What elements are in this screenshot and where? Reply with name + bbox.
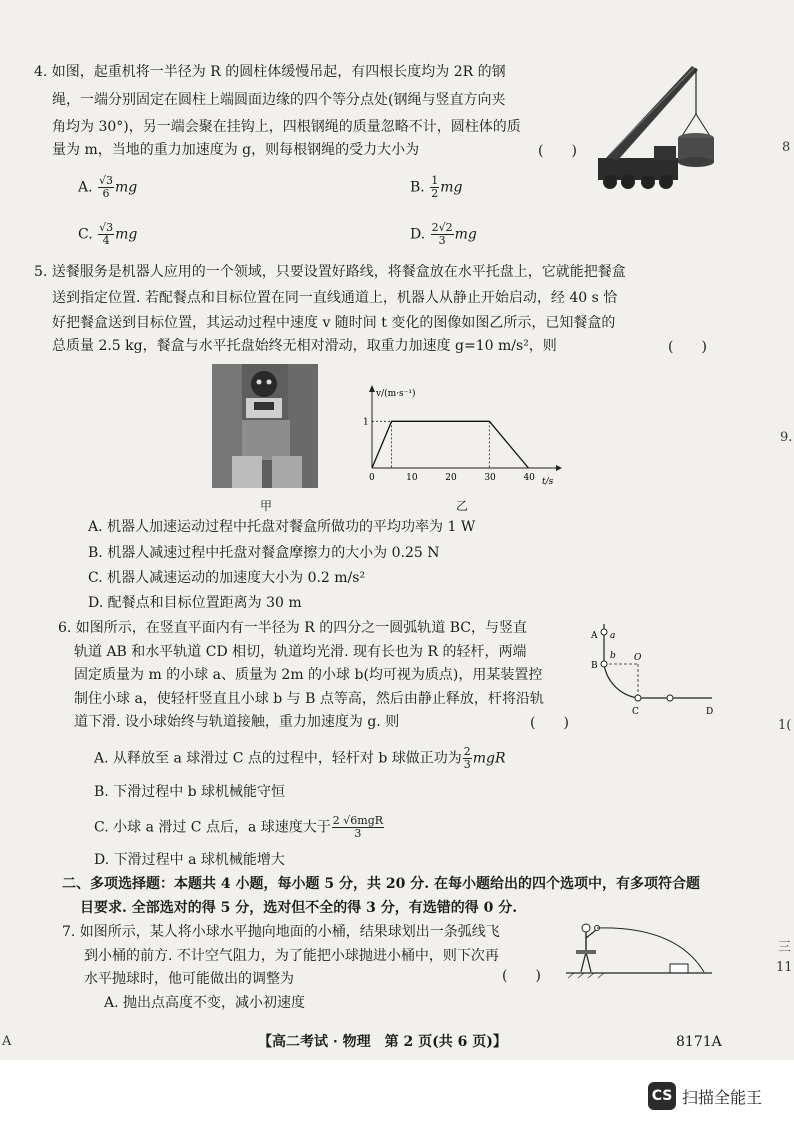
crane-figure (596, 62, 716, 192)
q6-line-5: 道下滑. 设小球始终与轨道接触，重力加速度为 g. 则 (74, 714, 400, 730)
q6-answer-paren: ( ) (530, 715, 569, 731)
margin-mark-right: 11 (776, 960, 793, 975)
velocity-time-chart (352, 380, 564, 490)
x-tick-label: 20 (445, 473, 457, 483)
q4-answer-paren: ( ) (538, 143, 577, 159)
fraction: $\frac{2}{3}$ (463, 745, 471, 771)
y-tick-label: 1 (363, 417, 369, 428)
section2-heading-line-2: 目要求. 全部选对的得 5 分，选对但不全的得 3 分，有选错的得 0 分. (80, 900, 518, 916)
track-figure (586, 618, 716, 724)
q4-option-b[interactable]: B. $\frac{1}{2}$ mg (410, 174, 463, 200)
q5-line-2: 送到指定位置. 若配餐点和目标位置在同一直线通道上，机器人从静止开始启动，经 40 s 恰 (52, 290, 618, 306)
q6-option-c[interactable]: C. 小球 a 滑过 C 点后，a 球速度大于 $\frac{\text{2 √6mgR}}{3}$ (94, 814, 384, 840)
robot-photo (212, 364, 318, 488)
q4-line-1: 4. 如图，起重机将一半径为 R 的圆柱体缓慢吊起，有四根长度均为 2R 的钢 (34, 64, 506, 80)
q6-line-4: 制住小球 a，使轻杆竖直且小球 b 与 B 点等高，然后由静止释放，杆将沿轨 (74, 691, 544, 707)
paper-code: 8171A (676, 1034, 722, 1050)
svg-text:O: O (634, 653, 642, 663)
fraction: $\frac{1}{2}$ (431, 174, 439, 200)
q5-answer-paren: ( ) (668, 339, 707, 355)
q4-line-2: 绳，一端分别固定在圆柱上端圆面边缘的四个等分点处(钢绳与竖直方向夹 (52, 92, 506, 108)
margin-mark-right: 三 (778, 940, 792, 955)
q4-line-3: 角均为 30°)，另一端会聚在挂钩上，四根钢绳的质量忽略不计，圆柱体的质 (52, 119, 521, 135)
q6-option-a[interactable]: A. 从释放至 a 球滑过 C 点的过程中，轻杆对 b 球做正功为 $\frac{2}{3}$ mgR (94, 745, 506, 771)
x-tick-label: 10 (406, 473, 418, 483)
q5-option-b[interactable]: B. 机器人减速过程中托盘对餐盒摩擦力的大小为 0.25 N (88, 545, 440, 561)
q5-fig-label-right: 乙 (456, 499, 469, 513)
q7-line-2: 到小桶的前方. 不计空气阻力，为了能把小球抛进小桶中，则下次再 (84, 948, 499, 964)
q5-line-3: 好把餐盒送到目标位置，其运动过程中速度 v 随时间 t 变化的图像如图乙所示，已知餐盒的 (52, 315, 616, 331)
q5-option-d[interactable]: D. 配餐点和目标位置距离为 30 m (88, 595, 302, 611)
q5-fig-label-left: 甲 (260, 499, 273, 513)
camscanner-brand-text: 扫描全能王 (682, 1088, 763, 1107)
q4-line-4: 量为 m，当地的重力加速度为 g，则每根钢绳的受力大小为 (52, 142, 420, 158)
q6-line-2: 轨道 AB 和水平轨道 CD 相切，轨道均光滑. 现有长也为 R 的轻杆，两端 (74, 644, 527, 660)
q6-line-1: 6. 如图所示，在竖直平面内有一半径为 R 的四分之一圆弧轨道 BC，与竖直 (58, 620, 527, 636)
x-axis-arrow (556, 465, 562, 471)
page-footer: 【高二考试 · 物理 第 2 页(共 6 页)】 (258, 1034, 507, 1050)
fraction: $\frac{\text{2 √6mgR}}{3}$ (332, 814, 384, 840)
q6-option-b[interactable]: B. 下滑过程中 b 球机械能守恒 (94, 784, 286, 800)
fraction: $\frac{√3}{4}$ (99, 221, 114, 247)
y-axis-label: v/(m·s⁻¹) (376, 389, 416, 399)
margin-mark-right: 8 (782, 140, 791, 155)
margin-mark-right: 9. (780, 430, 793, 445)
q7-line-3: 水平抛球时，他可能做出的调整为 (84, 971, 294, 987)
svg-text:A: A (591, 631, 598, 641)
x-tick-label: 0 (369, 473, 375, 483)
q5-line-1: 5. 送餐服务是机器人应用的一个领域，只要设置好路线，将餐盒放在水平托盘上，它就能把餐盒 (34, 264, 626, 280)
velocity-series-line (372, 421, 528, 468)
svg-text:b: b (610, 651, 616, 661)
x-axis-label: t/s (542, 477, 554, 487)
margin-mark-right: 1( (778, 718, 792, 733)
q6-option-d[interactable]: D. 下滑过程中 a 球机械能增大 (94, 852, 285, 868)
svg-text:C: C (632, 707, 639, 717)
q4-option-d[interactable]: D. $\frac{2√2}{3}$ mg (410, 221, 477, 247)
fraction: $\frac{2√2}{3}$ (431, 221, 453, 247)
q5-option-c[interactable]: C. 机器人减速运动的加速度大小为 0.2 m/s² (88, 570, 366, 586)
q5-option-a[interactable]: A. 机器人加速运动过程中托盘对餐盒所做功的平均功率为 1 W (88, 519, 476, 535)
q7-answer-paren: ( ) (502, 968, 541, 984)
y-axis-arrow (369, 385, 375, 392)
margin-mark-left: A (2, 1034, 12, 1049)
q7-option-a[interactable]: A. 抛出点高度不变，减小初速度 (104, 995, 306, 1011)
svg-text:B: B (591, 661, 598, 671)
section2-heading-line-1: 二、多项选择题：本题共 4 小题，每小题 5 分，共 20 分. 在每小题给出的四个选项中，有多项符合题 (62, 876, 700, 892)
fraction: $\frac{√3}{6}$ (99, 174, 114, 200)
x-tick-label: 30 (484, 473, 496, 483)
q6-line-3: 固定质量为 m 的小球 a、质量为 2m 的小球 b(均可视为质点)，用某装置控 (74, 667, 543, 683)
q4-option-c[interactable]: C. $\frac{√3}{4}$ mg (78, 221, 138, 247)
svg-text:a: a (610, 631, 616, 641)
q4-option-a[interactable]: A. $\frac{√3}{6}$ mg (78, 174, 138, 200)
x-tick-label: 40 (523, 473, 535, 483)
throwing-figure (566, 916, 712, 980)
q5-line-4: 总质量 2.5 kg，餐盒与水平托盘始终无相对滑动，取重力加速度 g=10 m/s²，则 (52, 338, 557, 354)
q7-line-1: 7. 如图所示，某人将小球水平抛向地面的小桶，结果球划出一条弧线飞 (62, 924, 500, 940)
svg-text:D: D (706, 707, 714, 717)
camscanner-logo-icon: CS (648, 1082, 676, 1110)
